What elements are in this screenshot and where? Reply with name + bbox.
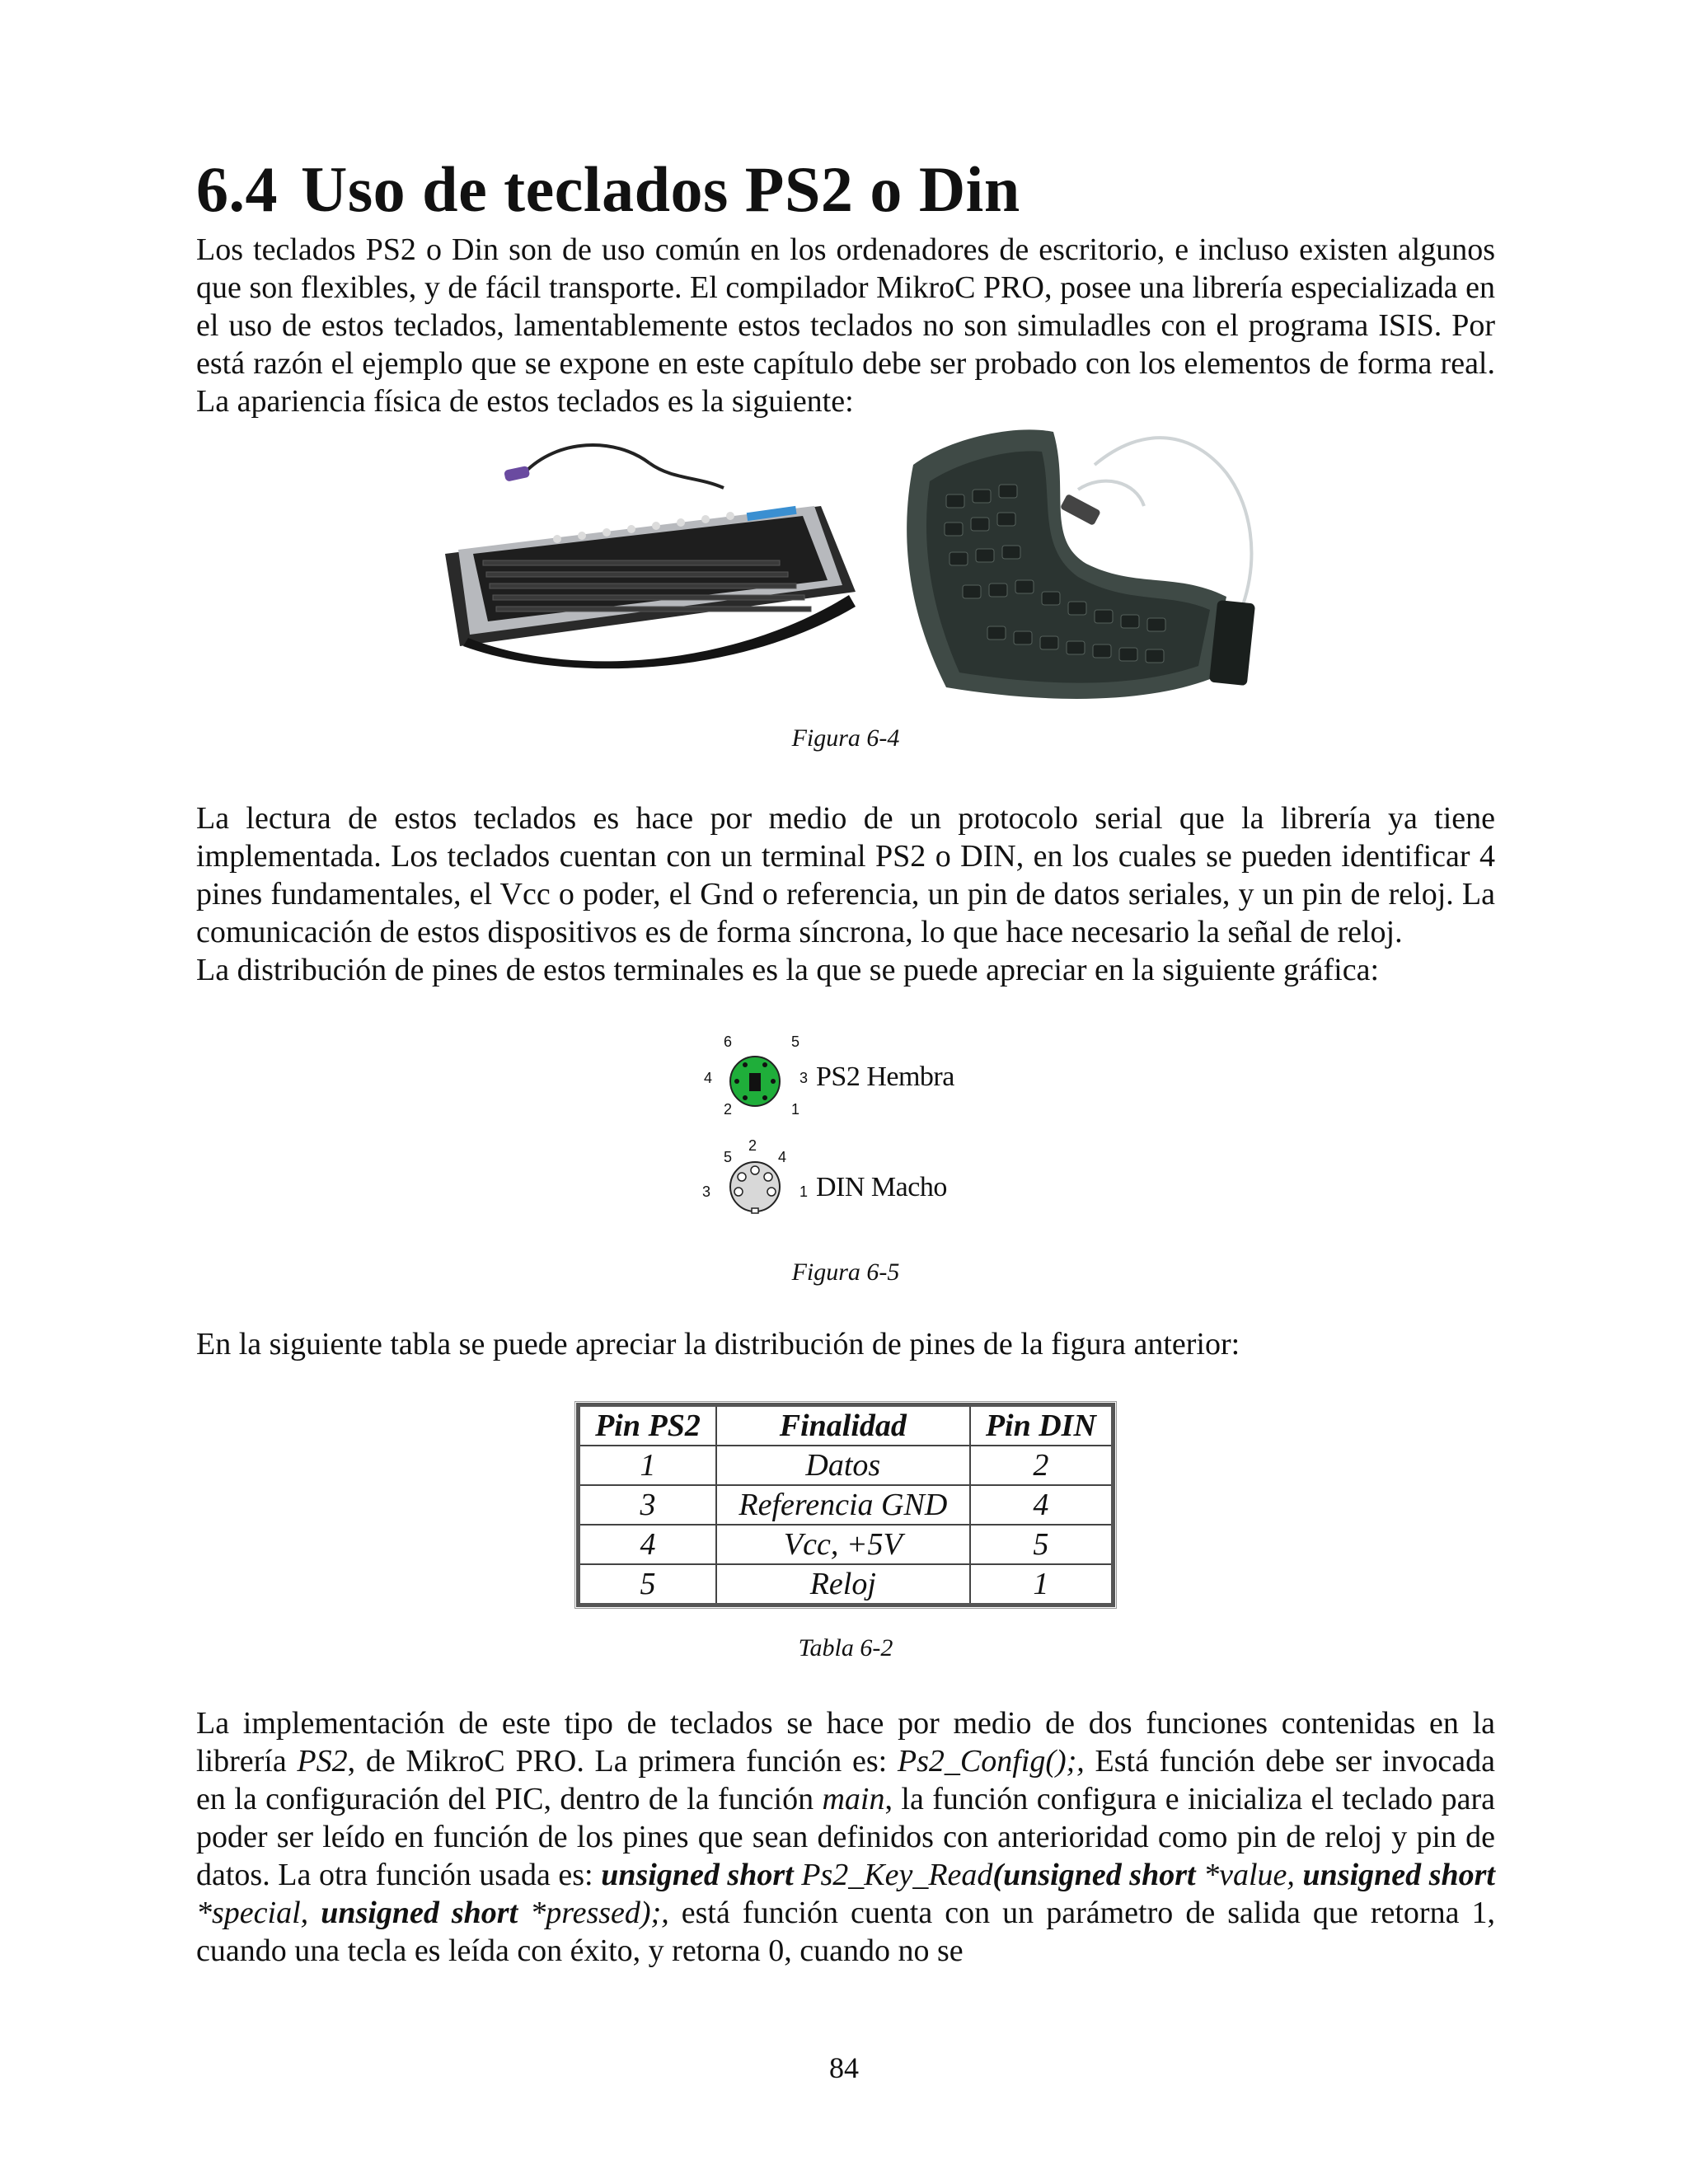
ps2-pin-label: 4 (704, 1070, 713, 1086)
table-cell: 3 (579, 1485, 716, 1525)
section-title: Uso de teclados PS2 o Din (301, 153, 1020, 225)
text-run-bold-italic: unsigned short (321, 1896, 518, 1930)
table-header-cell: Pin DIN (970, 1405, 1114, 1446)
text-run-bold-italic: unsigned short (601, 1858, 794, 1892)
paragraph-pin-intro: La distribución de pines de estos terminales es la que se puede apreciar en la siguiente gráfica: (196, 953, 1380, 987)
table-row (579, 1446, 1114, 1485)
table-cell: 1 (579, 1446, 716, 1485)
table-cell: Reloj (716, 1564, 970, 1605)
figure-caption-2: Figura 6-5 (791, 1258, 900, 1286)
text-run: , la función configura e inicializa el teclado para poder ser leído en función de los pines que sean definidos con anterioridad como pin de reloj y pin de datos. La otra función usada es: (196, 1782, 1495, 1892)
ps2-connector-label: PS2 Hembra (816, 1062, 954, 1092)
din-pin-label: 4 (778, 1149, 787, 1165)
figure-caption-1: Figura 6-4 (791, 724, 900, 752)
text-run-italic: *value, (1195, 1858, 1303, 1892)
text-run-italic: *pressed);, (518, 1896, 669, 1930)
text-run: está función cuenta con un parámetro de salida que retorna 1, cuando una tecla es leída con éxito, y retorna 0, cuando no se (196, 1896, 1496, 1968)
ps2-pin-label: 1 (791, 1101, 800, 1118)
table-cell: Vcc, +5V (716, 1525, 970, 1564)
flexible-keyboard-image (897, 415, 1268, 712)
text-run-italic: *special, (196, 1896, 321, 1930)
din-connector-label: DIN Macho (816, 1172, 947, 1202)
table-header-cell: Pin PS2 (579, 1405, 716, 1446)
section-heading (196, 148, 1495, 231)
page-number: 84 (829, 2051, 859, 2084)
ps2-pin-label: 6 (724, 1033, 733, 1050)
paragraph-protocol: La lectura de estos teclados es hace por medio de un protocolo serial que la librería ya tiene implementada. Los teclados cuentan con un terminal PS2 o DIN, en los cuales se pueden identificar 4 pines fundamentales, el Vcc o poder, el Gnd o referencia, un pin de datos seriales, y un pin de reloj. La comunicación de estos dispositivos es de forma síncrona, lo que hace necesario la señal de reloj. (196, 801, 1495, 949)
pin-table-wrapper (196, 1403, 1495, 1607)
text-run-italic: Ps2_Key_Read (793, 1858, 993, 1892)
text-run-bold-italic: unsigned short (1302, 1858, 1495, 1892)
table-cell: 4 (970, 1485, 1114, 1525)
table-row (579, 1485, 1114, 1525)
table-cell: 1 (970, 1564, 1114, 1605)
table-cell: Datos (716, 1446, 970, 1485)
section-number: 6.4 (196, 153, 278, 225)
pin-table (576, 1403, 1115, 1607)
ps2-pin-label: 5 (791, 1033, 800, 1050)
din-pin-label: 2 (748, 1137, 757, 1154)
paragraph-table-intro: En la siguiente tabla se puede apreciar la distribución de pines de la figura anterior: (196, 1327, 1240, 1361)
keyboards-figure (196, 425, 1495, 722)
text-run: , de MikroC PRO. La primera función es: (347, 1744, 898, 1779)
table-caption: Tabla 6-2 (798, 1634, 893, 1661)
table-row (579, 1525, 1114, 1564)
table-cell: 5 (579, 1564, 716, 1605)
text-run-bold-italic: (unsigned short (992, 1858, 1196, 1892)
table-cell: Referencia GND (716, 1485, 970, 1525)
text-run-italic: Ps2_Config();, (897, 1744, 1085, 1779)
table-row (579, 1564, 1114, 1605)
din-pin-label: 1 (799, 1183, 809, 1200)
text-run: Está función debe ser invocada en la configuración del PIC, dentro de la función (196, 1744, 1495, 1816)
paragraph-intro: Los teclados PS2 o Din son de uso común en los ordenadores de escritorio, e incluso existen algunos que son flexibles, y de fácil transporte. El compilador MikroC PRO, posee una librería especializada en el uso de estos teclados, lamentablemente estos teclados no son simuladles con el programa ISIS. Por está razón el ejemplo que se expone en este capítulo debe ser probado con los elementos de forma real. La apariencia física de estos teclados es la siguiente: (196, 232, 1495, 419)
paragraph-functions (196, 1704, 1495, 1970)
table-cell: 4 (579, 1525, 716, 1564)
page-content (196, 148, 1495, 1970)
connector-pinout-figure (196, 1033, 1495, 1271)
ps2-pin-label: 3 (799, 1070, 809, 1086)
text-run: La implementación de este tipo de teclados se hace por medio de dos funciones contenidas en la librería (196, 1706, 1495, 1779)
table-header-cell: Finalidad (716, 1405, 970, 1446)
table-header-row (579, 1405, 1114, 1446)
text-run-italic: main (822, 1782, 885, 1816)
text-run-italic: PS2 (297, 1744, 348, 1779)
table-cell: 5 (970, 1525, 1114, 1564)
din-pin-label: 5 (724, 1149, 733, 1165)
ps2-keyboard-image (434, 430, 862, 677)
ps2-pin-label: 2 (724, 1101, 733, 1118)
table-cell: 2 (970, 1446, 1114, 1485)
din-pin-label: 3 (702, 1183, 711, 1200)
